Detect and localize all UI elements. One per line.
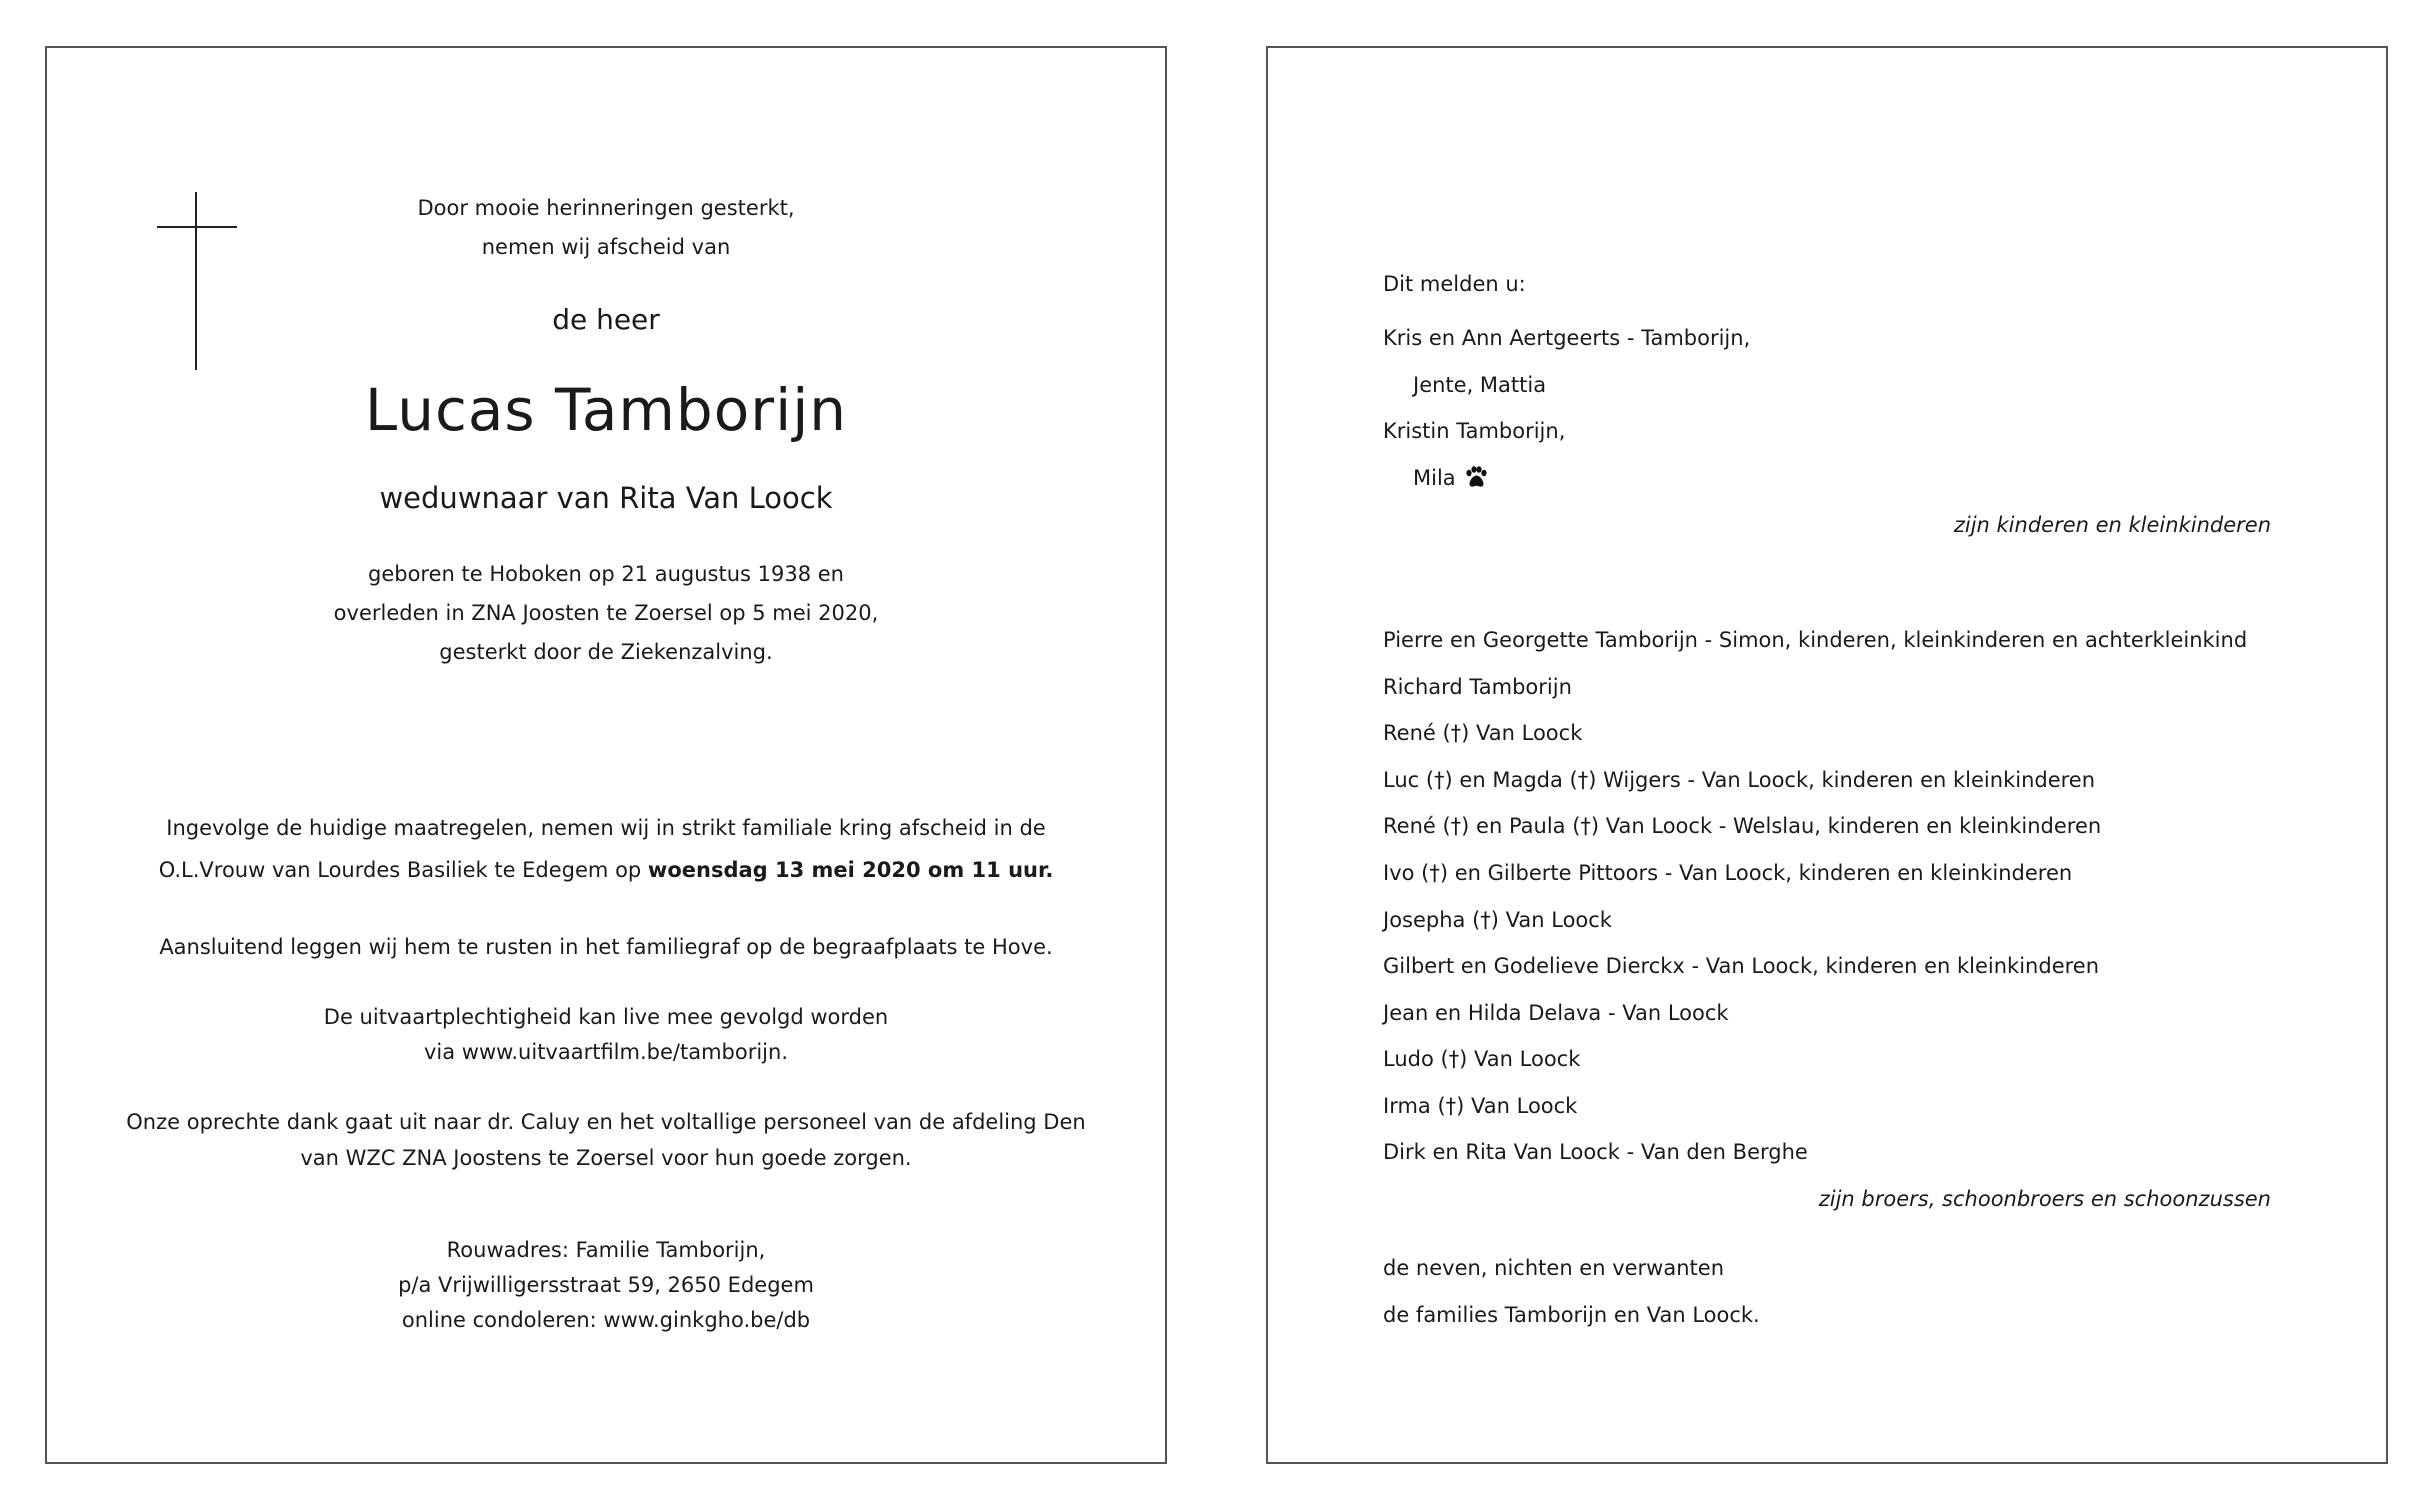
list-item: Ludo (†) Van Loock: [1383, 1047, 1581, 1071]
address-line-1: Rouwadres: Familie Tamborijn,: [446, 1238, 766, 1262]
list-item: Irma (†) Van Loock: [1383, 1094, 1578, 1118]
list-item: Jente, Mattia: [1413, 373, 1547, 397]
families-line: de families Tamborijn en Van Loock.: [1383, 1303, 1760, 1327]
list-item: Pierre en Georgette Tamborijn - Simon, kinderen, kleinkinderen en achterkleinkind: [1383, 628, 2248, 652]
relatives-line: de neven, nichten en verwanten: [1383, 1256, 1725, 1280]
birth-line: geboren te Hoboken op 21 augustus 1938 en: [368, 562, 844, 586]
list-item: Dirk en Rita Van Loock - Van den Berghe: [1383, 1140, 1808, 1164]
announce-line: Dit melden u:: [1383, 272, 1526, 296]
right-page: [1266, 46, 2388, 1464]
list-item: René (†) Van Loock: [1383, 721, 1583, 745]
ceremony-line-2: [47, 856, 1165, 884]
honorific: de heer: [552, 303, 660, 336]
sacrament-line: gesterkt door de Ziekenzalving.: [439, 640, 773, 664]
thanks-line-2: van WZC ZNA Joostens te Zoersel voor hun goede zorgen.: [300, 1146, 912, 1170]
livestream-line-1: De uitvaartplechtigheid kan live mee gevolgd worden: [323, 1005, 889, 1029]
children-caption: zijn kinderen en kleinkinderen: [1953, 513, 2271, 537]
list-item-with-icon: [1413, 464, 1488, 492]
death-line: overleden in ZNA Joosten te Zoersel op 5 mei 2020,: [333, 601, 879, 625]
livestream-line-2: via www.uitvaartfilm.be/tamborijn.: [423, 1040, 789, 1064]
list-item: Mila: [1413, 466, 1456, 490]
thanks-line-1: Onze oprechte dank gaat uit naar dr. Caluy en het voltallige personeel van de afdeling Den: [126, 1110, 1086, 1134]
list-item: Kris en Ann Aertgeerts - Tamborijn,: [1383, 326, 1751, 350]
deceased-name: Lucas Tamborijn: [364, 376, 848, 444]
intro-line-1: Door mooie herinneringen gesterkt,: [417, 196, 795, 220]
ceremony-line-1: Ingevolge de huidige maatregelen, nemen wij in strikt familiale kring afscheid in de: [166, 816, 1046, 840]
list-item: Richard Tamborijn: [1383, 675, 1572, 699]
paw-print-icon: [1464, 466, 1488, 488]
condolence-line: online condoleren: www.ginkgho.be/db: [401, 1308, 811, 1332]
list-item: René (†) en Paula (†) Van Loock - Welslau, kinderen en kleinkinderen: [1383, 814, 2102, 838]
ceremony-location: O.L.Vrouw van Lourdes Basiliek te Edegem op: [158, 858, 648, 882]
list-item: Luc (†) en Magda (†) Wijgers - Van Loock, kinderen en kleinkinderen: [1383, 768, 2096, 792]
list-item: Josepha (†) Van Loock: [1383, 908, 1612, 932]
widower-line: weduwnaar van Rita Van Loock: [379, 481, 833, 515]
burial-line: Aansluitend leggen wij hem te rusten in het familiegraf op de begraafplaats te Hove.: [159, 935, 1053, 959]
left-page: [45, 46, 1167, 1464]
address-line-2: p/a Vrijwilligersstraat 59, 2650 Edegem: [398, 1273, 814, 1297]
list-item: Jean en Hilda Delava - Van Loock: [1383, 1001, 1729, 1025]
cross-icon-bar: [157, 226, 237, 228]
list-item: Ivo (†) en Gilberte Pittoors - Van Loock, kinderen en kleinkinderen: [1383, 861, 2073, 885]
list-item: Gilbert en Godelieve Dierckx - Van Loock, kinderen en kleinkinderen: [1383, 954, 2100, 978]
ceremony-datetime: woensdag 13 mei 2020 om 11 uur.: [647, 858, 1054, 882]
siblings-caption: zijn broers, schoonbroers en schoonzussen: [1818, 1187, 2271, 1211]
intro-line-2: nemen wij afscheid van: [481, 235, 731, 259]
list-item: Kristin Tamborijn,: [1383, 419, 1566, 443]
